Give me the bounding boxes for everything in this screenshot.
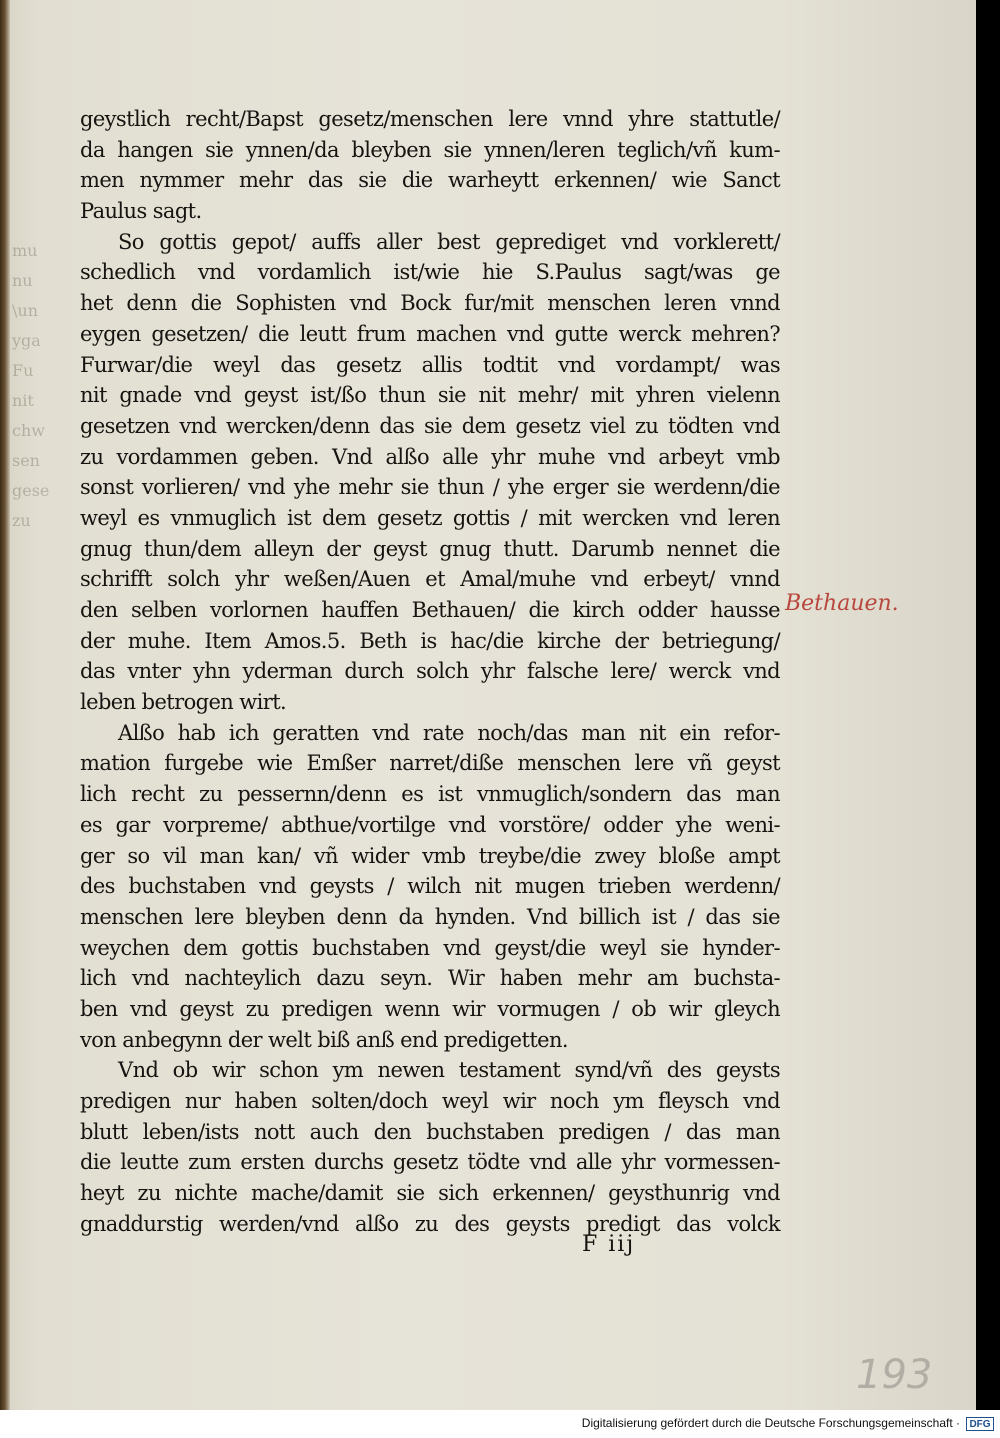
text-line: weyl es vnmuglich ist dem gesetz gottis / mit wercken vnd leren	[80, 505, 780, 530]
text-line: es gar vorpreme/ abthue/vortilge vnd vorstöre/ odder yhe weni-	[80, 812, 780, 837]
bleed-line: gese	[12, 481, 50, 500]
body-text	[80, 104, 780, 1239]
text-line: het denn die Sophisten vnd Bock fur/mit menschen leren vnnd	[80, 291, 780, 316]
bleed-line: nit	[12, 391, 34, 410]
text-line: geystlich recht/Bapst gesetz/menschen lere vnnd yhre stattutle/	[80, 107, 780, 131]
text-line: zu vordammen geben. Vnd alßo alle yhr muhe vnd arbeyt vmb	[80, 444, 780, 469]
text-line: den selben vorlornen hauffen Bethauen/ die kirch odder hausse	[80, 598, 780, 622]
text-line: heyt zu nichte mache/damit sie sich erkennen/ geysthunrig vnd	[80, 1181, 780, 1206]
text-line: der muhe. Item Amos.5. Beth is hac/die kirche der betriegung/	[80, 628, 780, 653]
text-line: leben betrogen wirt.	[80, 690, 287, 715]
text-line: nit gnade vnd geyst ist/ßo thun sie nit mehr/ mit yhren vielenn	[80, 383, 780, 408]
text-line: men nymmer mehr das sie die warheytt erkennen/ wie Sanct	[80, 168, 780, 193]
text-line: schedlich vnd vordamlich ist/wie hie S.Paulus sagt/was ge	[80, 260, 780, 285]
text-line: menschen lere bleyben denn da hynden. Vnd billich ist / das sie	[80, 904, 780, 929]
text-line: Paulus sagt.	[80, 199, 202, 224]
signature-mark: F iij	[582, 1232, 636, 1257]
text-line: mation furgebe wie Emßer narret/diße menschen lere vñ geyst	[80, 751, 780, 776]
text-line: lich vnd nachteylich dazu seyn. Wir haben mehr am buchsta-	[80, 966, 780, 991]
bleed-line: \un	[12, 301, 38, 320]
text-line: blutt leben/ists nott auch den buchstaben predigen / das man	[80, 1119, 780, 1144]
bleed-line: nu	[12, 271, 33, 290]
funding-credit: Digitalisierung gefördert durch die Deutsche Forschungsgemeinschaft ·	[581, 1416, 960, 1430]
text-line: weychen dem gottis buchstaben vnd geyst/die weyl sie hynder-	[80, 935, 780, 960]
text-line: die leutte zum ersten durchs gesetz tödte vnd alle yhr vormessen-	[80, 1150, 780, 1175]
bleed-line: yga	[12, 331, 41, 350]
text-line: predigen nur haben solten/doch weyl wir noch ym fleysch vnd	[80, 1089, 780, 1113]
margin-annotation: Bethauen.	[785, 591, 899, 616]
text-line: Furwar/die weyl das gesetz allis todtit vnd vordampt/ was	[80, 352, 780, 377]
text-line: von anbegynn der welt biß anß end predigetten.	[80, 1027, 568, 1052]
bleed-line: mu	[12, 241, 38, 260]
text-line: So gottis gepot/ auffs aller best geprediget vnd vorklerett/	[118, 229, 780, 254]
text-line: Alßo hab ich geratten vnd rate noch/das man nit ein refor-	[118, 720, 780, 745]
bleed-line: Fu	[12, 361, 34, 380]
text-line: Vnd ob wir schon ym newen testament synd/vñ des geysts	[118, 1058, 780, 1083]
dfg-logo: DFG	[966, 1417, 994, 1431]
text-line: da hangen sie ynnen/da bleyben sie ynnen/leren teglich/vñ kum-	[80, 137, 780, 162]
text-line: gesetzen vnd wercken/denn das sie dem gesetz viel zu tödten vnd	[80, 413, 780, 438]
text-line: lich recht zu pessernn/denn es ist vnmuglich/sondern das man	[80, 782, 780, 807]
bleed-line: chw	[12, 421, 45, 440]
text-line: sonst vorlieren/ vnd yhe mehr sie thun / yhe erger sie werdenn/die	[80, 475, 780, 500]
text-line: des buchstaben vnd geysts / wilch nit mugen trieben werdenn/	[80, 874, 780, 899]
bleed-through-text	[12, 236, 74, 536]
footer-bar	[0, 1410, 1000, 1438]
text-line: gnug thun/dem alleyn der geyst gnug thutt. Darumb nennet die	[80, 536, 780, 561]
text-line: ger so vil man kan/ vñ wider vmb treybe/die zwey bloße ampt	[80, 843, 780, 868]
page-number: 193	[856, 1352, 933, 1398]
text-line: eygen gesetzen/ die leutt frum machen vnd gutte werck mehren?	[80, 321, 780, 346]
text-line: gnaddurstig werden/vnd alßo zu des geysts predigt das volck	[80, 1211, 780, 1236]
text-line: das vnter yhn yderman durch solch yhr falsche lere/ werck vnd	[80, 659, 780, 684]
text-line: ben vnd geyst zu predigen wenn wir vormugen / ob wir gleych	[80, 996, 780, 1021]
binding-gutter	[0, 0, 10, 1410]
bleed-line: zu	[12, 511, 31, 530]
bleed-line: sen	[12, 451, 40, 470]
text-line: schrifft solch yhr weßen/Auen et Amal/muhe vnd erbeyt/ vnnd	[80, 567, 780, 592]
